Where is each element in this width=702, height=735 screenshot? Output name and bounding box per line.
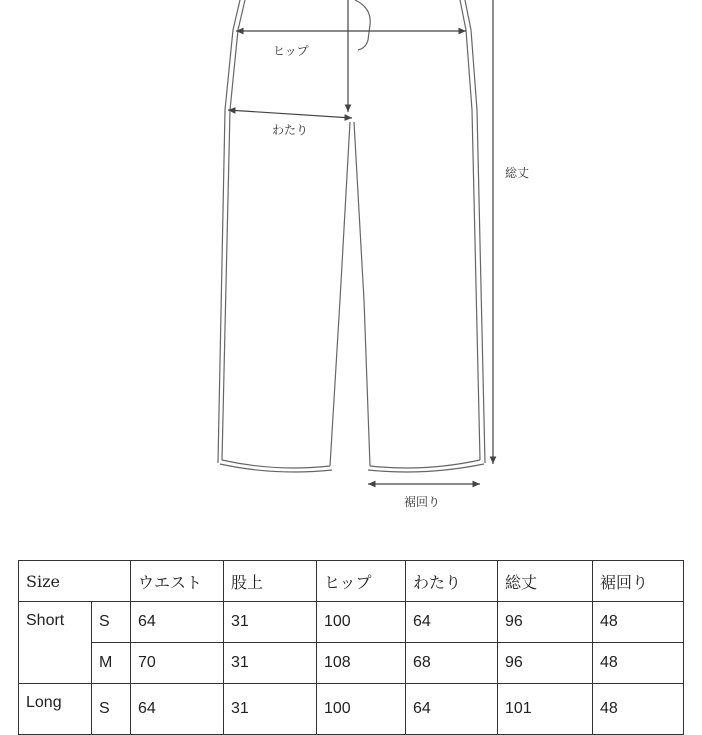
table-row [19, 643, 684, 684]
table-row [19, 602, 684, 643]
value-cell: 70 [131, 643, 224, 684]
value-cell: 100 [317, 684, 406, 735]
size-cell: S [92, 602, 131, 643]
size-table [18, 560, 684, 735]
value-cell: 96 [498, 643, 593, 684]
value-cell: 48 [593, 602, 684, 643]
table-header-row [19, 561, 684, 602]
value-cell: 100 [317, 602, 406, 643]
size-cell: S [92, 684, 131, 735]
value-cell: 108 [317, 643, 406, 684]
value-cell: 31 [224, 602, 317, 643]
value-cell: 68 [406, 643, 498, 684]
header-size: Size [19, 561, 131, 602]
header-thigh: わたり [406, 561, 498, 602]
value-cell: 31 [224, 684, 317, 735]
header-hem: 裾回り [593, 561, 684, 602]
header-total-length: 総丈 [498, 561, 593, 602]
pants-outline [218, 0, 485, 472]
hem-label: 裾回り [404, 495, 441, 509]
total-length-label: 総丈 [505, 166, 530, 180]
value-cell: 101 [498, 684, 593, 735]
value-cell: 64 [131, 602, 224, 643]
table-row [19, 684, 684, 735]
thigh-label: わたり [272, 123, 309, 137]
value-cell: 31 [224, 643, 317, 684]
hip-label: ヒップ [273, 44, 309, 58]
header-waist: ウエスト [131, 561, 224, 602]
size-cell: M [92, 643, 131, 684]
value-cell: 64 [406, 684, 498, 735]
header-hip: ヒップ [317, 561, 406, 602]
value-cell: 48 [593, 684, 684, 735]
value-cell: 64 [406, 602, 498, 643]
group-label-long: Long [19, 684, 92, 735]
value-cell: 64 [131, 684, 224, 735]
value-cell: 48 [593, 643, 684, 684]
header-rise: 股上 [224, 561, 317, 602]
group-label-short: Short [19, 602, 92, 684]
value-cell: 96 [498, 602, 593, 643]
thigh-arrow [228, 110, 352, 118]
